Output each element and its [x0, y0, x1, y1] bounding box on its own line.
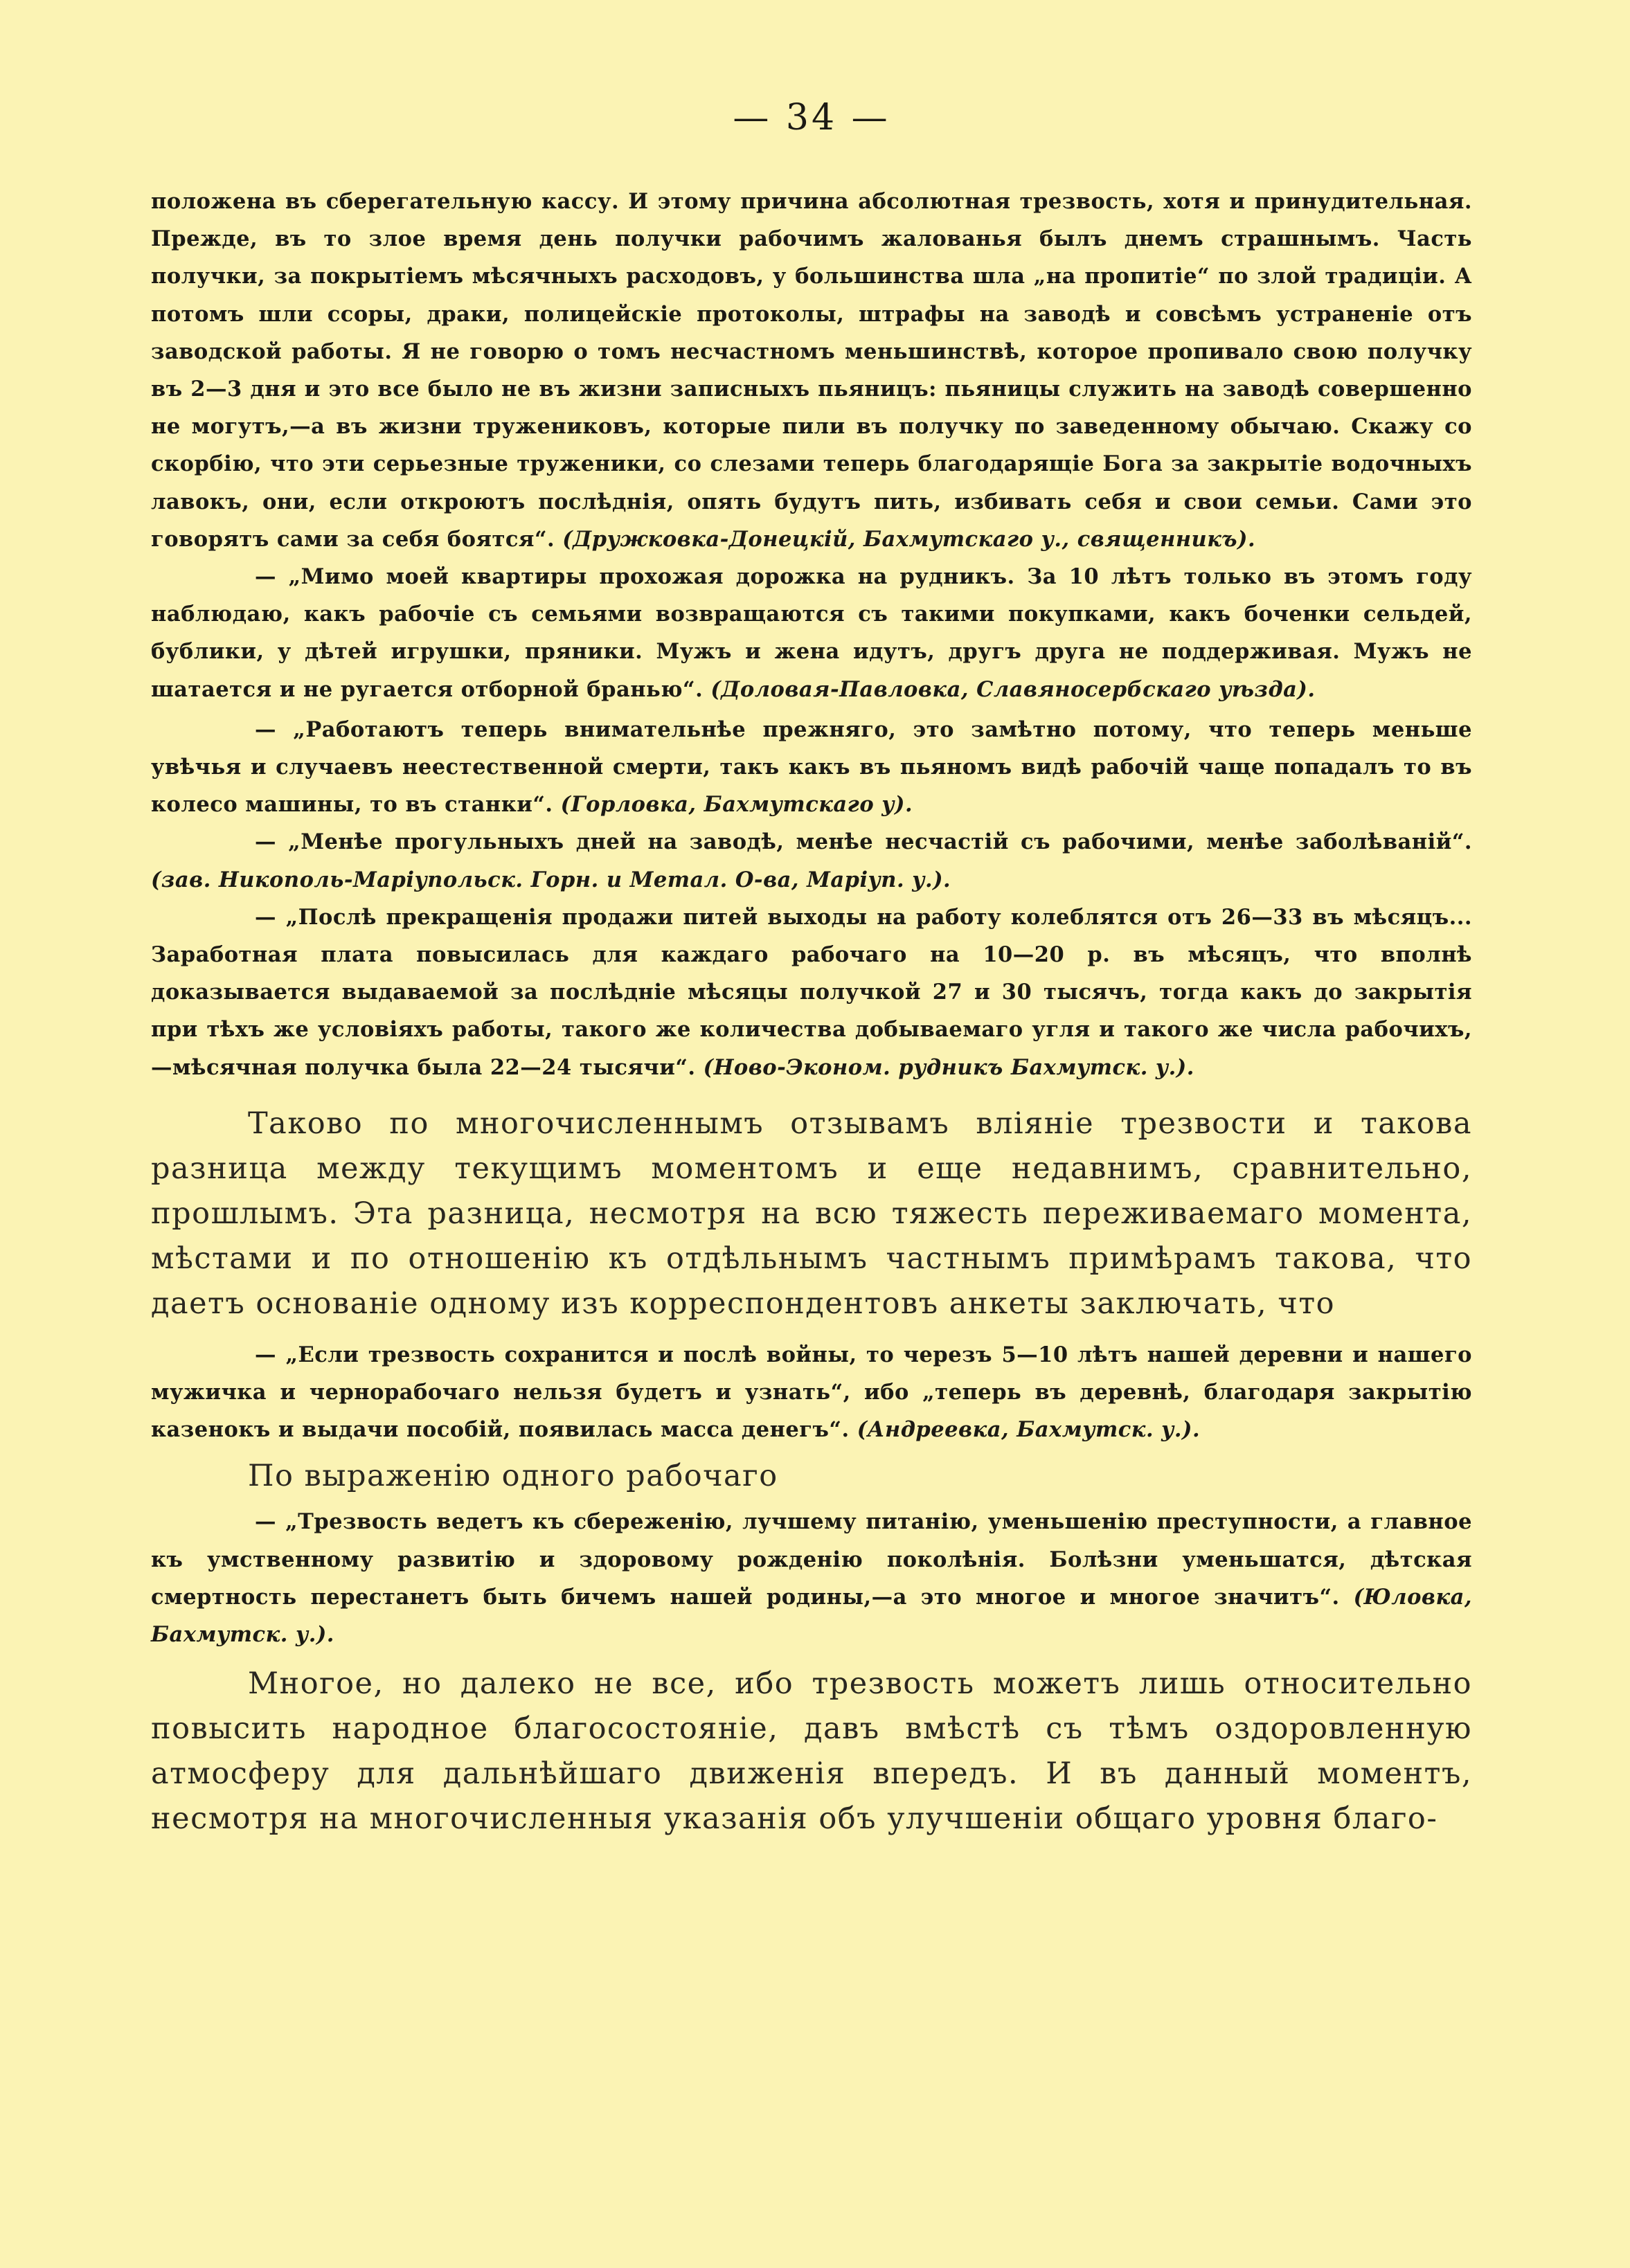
paragraph-text: — „Если трезвость сохранится и послѣ войны, то черезъ 5—10 лѣтъ нашей деревни и нашего мужичка и чернорабочаго нельзя будетъ и узнать“, ибо „теперь въ деревнѣ, благодаря закрытію казенокъ и выдачи пособій, появилась масса денегъ“.: [151, 1342, 1472, 1443]
source-citation: (Доловая-Павловка, Славяносербскаго уѣзда).: [710, 676, 1316, 702]
paragraph-quote-worker: [151, 1503, 1472, 1653]
source-citation: (зав. Никополь-Маріупольск. Горн. и Метал. О-ва, Маріуп. у.).: [151, 867, 951, 892]
paragraph-quote-wages: [151, 899, 1472, 1086]
source-citation: (Юловка, Бахмутск. у.).: [151, 1584, 1472, 1648]
paragraph-text: — „Послѣ прекращенія продажи питей выходы на работу колеблятся отъ 26—33 въ мѣсяцъ... Заработная плата повысилась для каждаго рабочаго на 10—20 р. въ мѣсяцъ, что вполнѣ доказывается выдаваемой за послѣдніе мѣсяцы получкой 27 и 30 тысячъ, тогда какъ до закрытія при тѣхъ же условіяхъ работы, такого же количества добываемаго угля и такого же числа рабочихъ,—мѣсячная получка была 22—24 тысячи“.: [151, 904, 1472, 1080]
paragraph-text: — „Трезвость ведетъ къ сбереженію, лучшему питанію, уменьшенію преступности, а главное къ умственному развитію и здоровому рожденію поколѣнія. Болѣзни уменьшатся, дѣтская смертность перестанетъ быть бичемъ нашей родины,—а это многое и многое значитъ“.: [151, 1509, 1472, 1610]
paragraph-text: — „Менѣе прогульныхъ дней на заводѣ, менѣе несчастій съ рабочими, менѣе заболѣваній“.: [255, 829, 1472, 855]
paragraph-quote-absences: [151, 823, 1472, 898]
paragraph-main-text: Таково по многочисленнымъ отзывамъ вліяніе трезвости и такова разница между текущимъ моментомъ и еще недавнимъ, сравнительно, прошлымъ. Эта разница, несмотря на всю тяжесть переживаемаго момента, мѣстами и по отношенію къ отдѣльнымъ частнымъ примѣрамъ такова, что даетъ основаніе одному изъ корреспондентовъ анкеты заключать, что: [151, 1106, 1472, 1321]
paragraph-quote-path: [151, 558, 1472, 708]
paragraph-conclusion: Многое, но далеко не все, ибо трезвость можетъ лишь относительно повысить народное благосостояніе, давъ вмѣстѣ съ тѣмъ оздоровленную атмосферу для дальнѣйшаго движенія впередъ. И въ данный моментъ, несмотря на многочисленныя указанія объ улучшеніи общаго уровня благо-: [151, 1666, 1472, 1837]
paragraph-quote-village: [151, 1336, 1472, 1449]
paragraph-text: — „Мимо моей квартиры прохожая дорожка на рудникъ. За 10 лѣтъ только въ этомъ году наблюдаю, какъ рабочіе съ семьями возвращаются съ такими покупками, какъ боченки сельдей, бублики, у дѣтей игрушки, пряники. Мужъ и жена идутъ, другъ друга не поддерживая. Мужъ не шатается и не ругается отборной бранью“.: [151, 564, 1472, 702]
source-citation: (Ново-Эконом. рудникъ Бахмутск. у.).: [703, 1054, 1194, 1080]
paragraph-worker-intro: По выраженію одного рабочаго: [248, 1459, 778, 1494]
paragraph-quote-work: [151, 711, 1472, 824]
page-number: — 34 —: [733, 97, 890, 138]
paragraph-savings: [151, 183, 1472, 558]
paragraph-text: — „Работаютъ теперь внимательнѣе прежняго, это замѣтно потому, что теперь меньше увѣчья и случаевъ неестественной смерти, такъ какъ въ пьяномъ видѣ рабочій чаще попадалъ то въ колесо машины, то въ станки“.: [151, 717, 1472, 818]
source-citation: (Андреевка, Бахмутск. у.).: [857, 1417, 1201, 1443]
paragraph-text: положена въ сберегательную кассу. И этому причина абсолютная трезвость, хотя и принудительная. Прежде, въ то злое время день получки рабочимъ жалованья былъ днемъ страшнымъ. Часть получки, за покрытіемъ мѣсячныхъ расходовъ, у большинства шла „на пропитіе“ по злой традиціи. А потомъ шли ссоры, драки, полицейскіе протоколы, штрафы на заводѣ и совсѣмъ устраненіе отъ заводской работы. Я не говорю о томъ несчастномъ меньшинствѣ, которое пропивало свою получку въ 2—3 дня и это все было не въ жизни записныхъ пьяницъ: пьяницы служить на заводѣ совершенно не могутъ,—а въ жизни тружениковъ, которые пили въ получку по заведенному обычаю. Скажу со скорбію, что эти серьезные труженики, со слезами теперь благодарящіе Бога за закрытіе водочныхъ лавокъ, они, если откроютъ послѣднія, опять будутъ пить, избивать себя и свои семьи. Сами это говорятъ сами за себя боятся“.: [151, 189, 1472, 552]
source-citation: (Горловка, Бахмутскаго у).: [560, 792, 913, 818]
source-citation: (Дружковка-Донецкій, Бахмутскаго у., священникъ).: [562, 526, 1256, 552]
